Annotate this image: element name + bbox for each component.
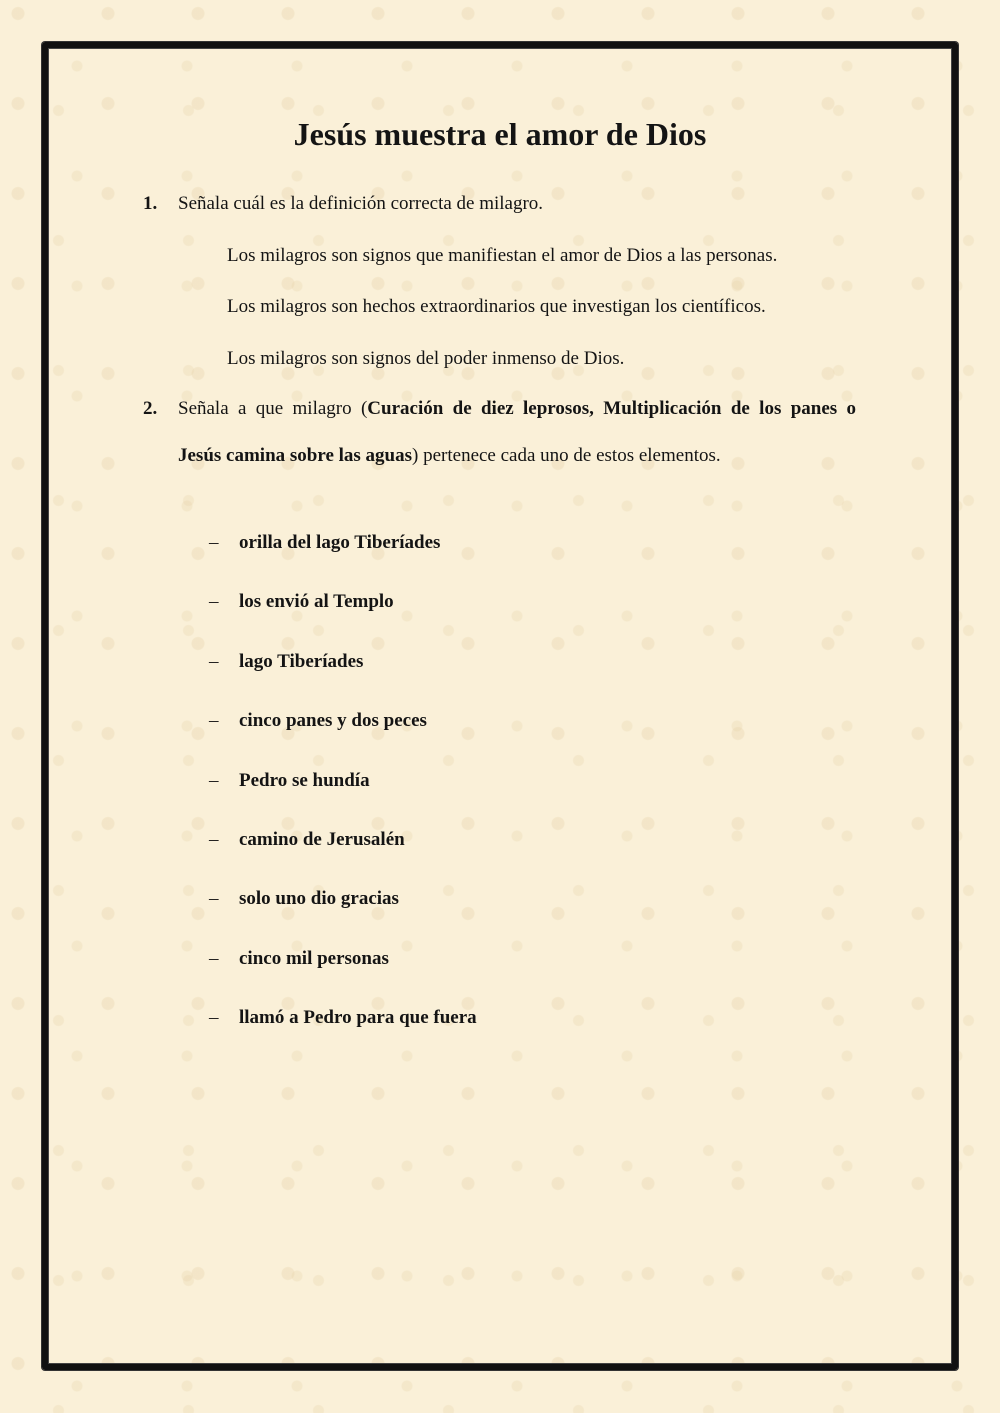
list-item <box>209 770 477 829</box>
dash-bullet: – <box>209 650 219 672</box>
element-label: Pedro se hundía <box>239 769 370 791</box>
element-label: llamó a Pedro para que fuera <box>239 1007 477 1029</box>
element-label: orilla del lago Tiberíades <box>239 532 441 553</box>
list-item <box>209 1007 477 1066</box>
question-2-prefix: Señala a que milagro ( <box>178 398 368 419</box>
dash-bullet: – <box>209 888 219 910</box>
list-item <box>209 532 477 591</box>
question-2-text-line-2 <box>178 445 721 467</box>
dash-bullet: – <box>209 710 219 732</box>
element-label: solo uno dio gracias <box>239 888 399 910</box>
question-1-option-2[interactable]: Los milagros son hechos extraordinarios que investigan los científicos. <box>227 296 766 317</box>
list-item <box>209 651 477 710</box>
list-item <box>209 888 477 947</box>
dash-bullet: – <box>209 1007 219 1029</box>
page-border-frame <box>42 42 958 1370</box>
dash-bullet: – <box>209 769 219 791</box>
element-label: los envió al Templo <box>239 591 394 613</box>
list-item <box>209 591 477 650</box>
question-1-number: 1. <box>143 193 158 214</box>
dash-bullet: – <box>209 532 219 553</box>
element-label: lago Tiberíades <box>239 650 364 672</box>
question-2-miracles-list: Curación de diez leprosos, Multiplicación de los panes o <box>367 398 856 419</box>
element-label: camino de Jerusalén <box>239 828 405 850</box>
dash-bullet: – <box>209 947 219 969</box>
question-2-miracle-3: Jesús camina sobre las aguas <box>178 445 413 466</box>
question-2-number: 2. <box>143 398 158 419</box>
question-1-option-1[interactable]: Los milagros son signos que manifiestan el amor de Dios a las personas. <box>227 245 778 266</box>
dash-bullet: – <box>209 591 219 613</box>
list-item <box>209 710 477 769</box>
list-item <box>209 829 477 888</box>
list-item <box>209 948 477 1007</box>
question-2-text-line-1 <box>178 398 856 420</box>
question-1-option-3[interactable]: Los milagros son signos del poder inmenso de Dios. <box>227 348 625 369</box>
dash-bullet: – <box>209 828 219 850</box>
element-label: cinco panes y dos peces <box>239 710 427 732</box>
page-title: Jesús muestra el amor de Dios <box>293 116 707 152</box>
elements-list <box>209 532 477 1067</box>
element-label: cinco mil personas <box>239 947 389 969</box>
question-2-suffix: ) pertenece cada uno de estos elementos. <box>412 445 721 466</box>
question-1-text: Señala cuál es la definición correcta de milagro. <box>178 193 544 214</box>
